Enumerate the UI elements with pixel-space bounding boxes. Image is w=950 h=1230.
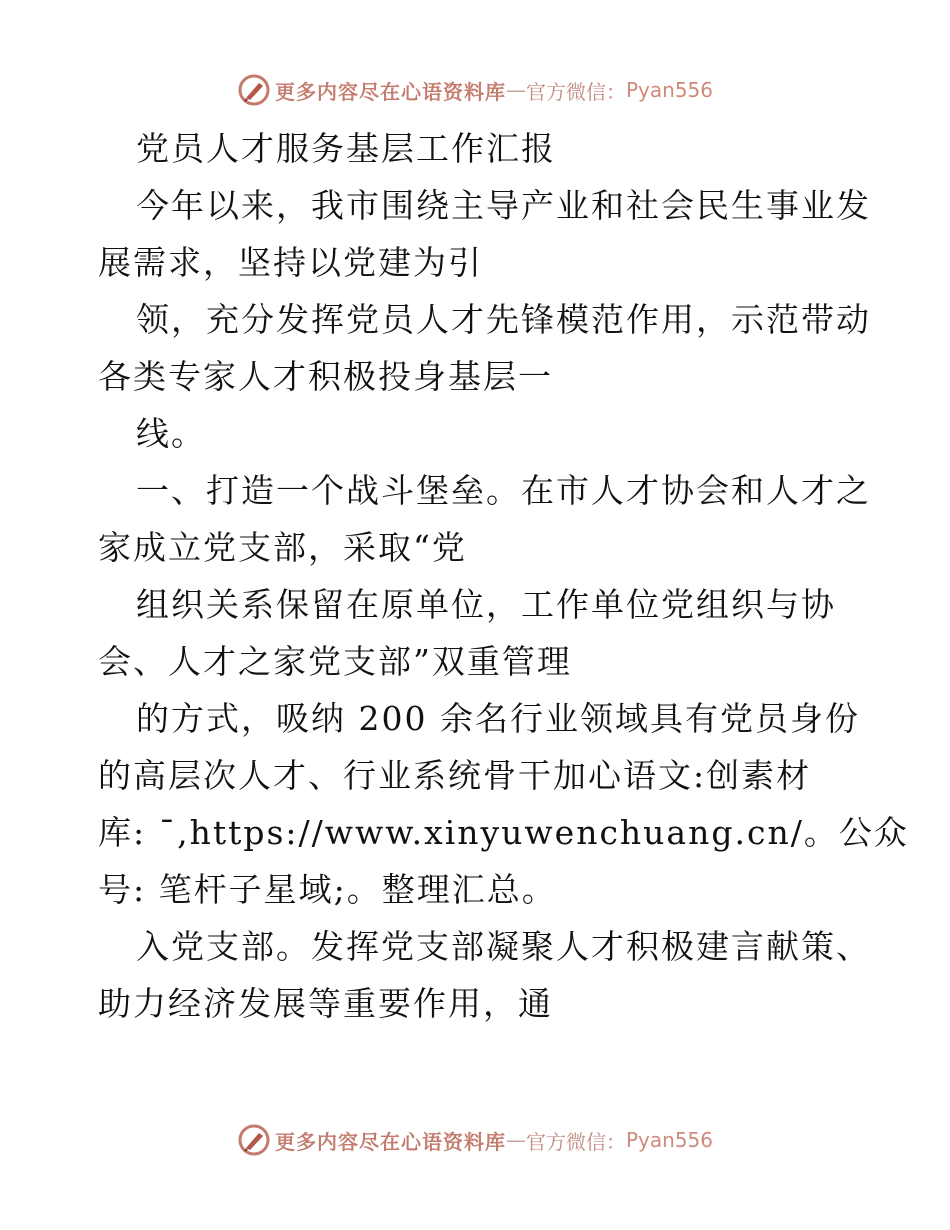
banner-wechat-id: Pyan556 xyxy=(625,78,713,102)
text-line: 今年以来，我市围绕主导产业和社会民生事业发 xyxy=(136,186,871,225)
text-line: 会、人才之家党支部”双重管理 xyxy=(98,642,572,681)
banner-dash: — xyxy=(505,1128,526,1152)
text-line: 的方式，吸纳 200 余名行业领域具有党员身份 xyxy=(136,699,860,738)
text-line: 库: ¯,https://www.xinyuwenchuang.cn/。公众 xyxy=(98,813,909,852)
text-line: 各类专家人才积极投身基层一 xyxy=(98,357,553,396)
text-line: 助力经济发展等重要作用，通 xyxy=(98,984,553,1023)
text-line: 号: 笔杆子星域;。整理汇总。 xyxy=(98,870,557,909)
banner-dash: — xyxy=(505,78,526,102)
pen-logo-icon xyxy=(237,73,271,107)
text-line: 线。 xyxy=(136,414,206,453)
banner-main-text: 更多内容尽在心语资料库 xyxy=(274,79,506,104)
text-line: 展需求，坚持以党建为引 xyxy=(98,243,483,282)
text-line: 一、打造一个战斗堡垒。在市人才协会和人才之 xyxy=(136,471,871,510)
document-title: 党员人才服务基层工作汇报 xyxy=(136,129,556,168)
banner-sub-text: 官方微信： xyxy=(525,79,626,104)
banner-sub-text: 官方微信： xyxy=(525,1129,626,1154)
text-line: 的高层次人才、行业系统骨干加心语文:创素材 xyxy=(98,756,812,795)
header-watermark-banner xyxy=(0,70,950,110)
text-line: 组织关系保留在原单位，工作单位党组织与协 xyxy=(136,585,836,624)
text-line: 入党支部。发挥党支部凝聚人才积极建言献策、 xyxy=(136,927,871,966)
text-line: 领，充分发挥党员人才先锋模范作用，示范带动 xyxy=(136,300,871,339)
footer-watermark-banner xyxy=(0,1120,950,1160)
banner-main-text: 更多内容尽在心语资料库 xyxy=(274,1129,506,1154)
text-line: 家成立党支部，采取“党 xyxy=(98,528,467,567)
banner-wechat-id: Pyan556 xyxy=(625,1128,713,1152)
pen-logo-icon xyxy=(237,1123,271,1157)
document-body xyxy=(98,120,909,1032)
